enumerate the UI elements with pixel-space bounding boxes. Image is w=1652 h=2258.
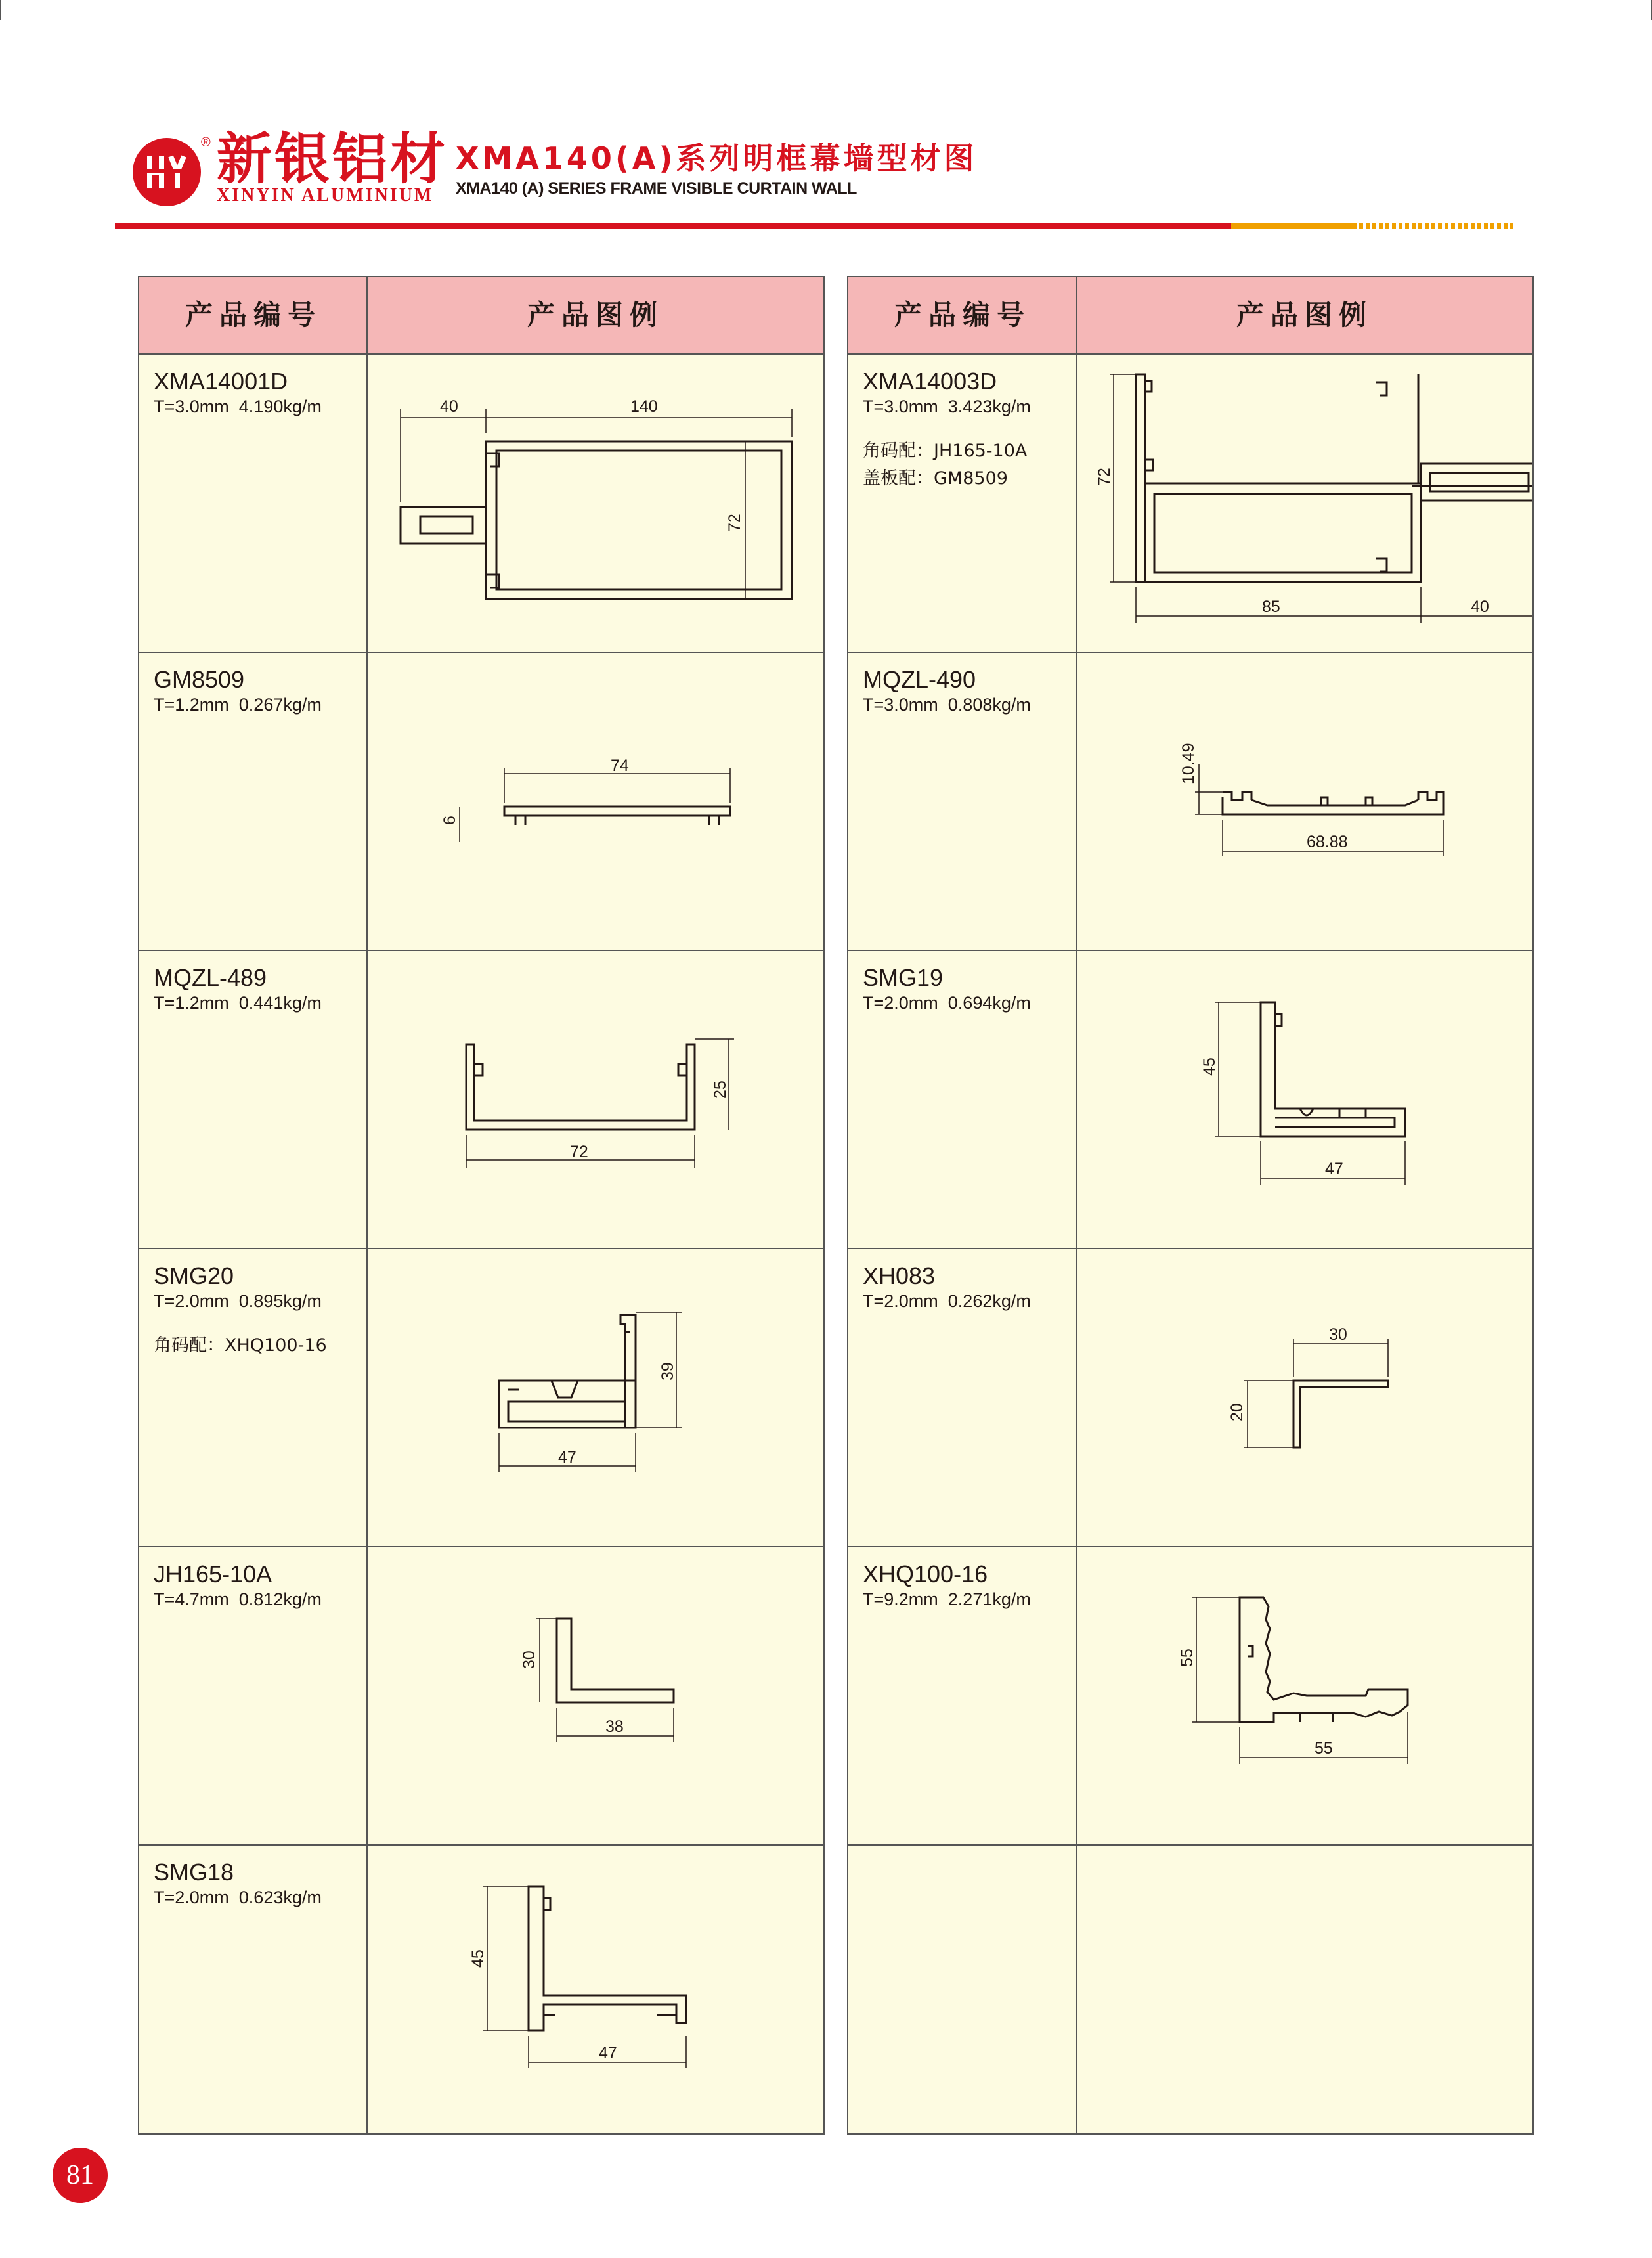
profile-drawing xyxy=(368,951,823,1248)
product-note: 角码配：XHQ100-16 xyxy=(154,1335,327,1356)
crop-mark xyxy=(0,0,1,20)
dimension-label: 25 xyxy=(711,1080,729,1099)
dimension-label: 47 xyxy=(599,2044,617,2062)
product-code: XMA14003D xyxy=(863,368,997,395)
product-row-mqzl-489 xyxy=(139,951,823,1249)
dimension-label: 55 xyxy=(1315,1739,1333,1758)
dimension-label: 45 xyxy=(469,1949,487,1968)
dimension-label: 40 xyxy=(1471,598,1489,616)
dimension-label: 72 xyxy=(726,514,744,532)
product-row-xma14003d xyxy=(848,355,1532,653)
profile-drawing xyxy=(1077,951,1532,1248)
header-rule-orange xyxy=(1231,223,1353,229)
dimension-label: 39 xyxy=(659,1362,677,1381)
dimension-label: 40 xyxy=(440,397,458,416)
dimension-label: 55 xyxy=(1178,1649,1196,1667)
registered-mark: ® xyxy=(201,135,211,150)
product-row-smg20 xyxy=(139,1249,823,1547)
product-spec: T=2.0mm 0.623kg/m xyxy=(154,1888,322,1907)
product-row-smg19 xyxy=(848,951,1532,1249)
page-subtitle: XMA140 (A) SERIES FRAME VISIBLE CURTAIN WALL xyxy=(456,179,857,198)
product-spec: T=9.2mm 2.271kg/m xyxy=(863,1589,1031,1609)
profile-drawing xyxy=(1077,653,1532,950)
column-header-figure: 产品图例 xyxy=(527,299,664,331)
product-code: XHQ100-16 xyxy=(863,1561,988,1587)
product-code: MQZL-489 xyxy=(154,964,267,991)
header-rule-dashed xyxy=(1353,223,1513,229)
dimension-label: 85 xyxy=(1262,598,1280,616)
column-header-code: 产品编号 xyxy=(894,299,1031,331)
product-spec: T=2.0mm 0.262kg/m xyxy=(863,1291,1031,1311)
profile-drawing xyxy=(368,1846,823,2132)
product-row-smg18 xyxy=(139,1846,823,2133)
dimension-label: 20 xyxy=(1228,1403,1246,1421)
dimension-label: 47 xyxy=(1325,1160,1343,1178)
product-row-gm8509 xyxy=(139,653,823,951)
empty-row xyxy=(848,1846,1532,2133)
product-code: SMG18 xyxy=(154,1859,234,1886)
dimension-label: 38 xyxy=(605,1717,624,1736)
product-spec: T=4.7mm 0.812kg/m xyxy=(154,1589,322,1609)
dimension-label: 68.88 xyxy=(1307,833,1348,851)
product-code: JH165-10A xyxy=(154,1561,272,1587)
profile-drawing xyxy=(1077,355,1532,652)
table-header xyxy=(139,277,823,355)
brand-name-cn: 新银铝材 xyxy=(217,127,448,191)
page-header xyxy=(0,0,1652,243)
dimension-label: 30 xyxy=(1329,1325,1347,1344)
product-code: SMG19 xyxy=(863,964,944,991)
product-spec: T=2.0mm 0.694kg/m xyxy=(863,993,1031,1013)
product-note: 角码配：JH165-10A xyxy=(863,441,1028,461)
profile-drawing xyxy=(368,653,823,950)
product-spec: T=1.2mm 0.441kg/m xyxy=(154,993,322,1013)
column-header-code: 产品编号 xyxy=(185,299,322,331)
header-rule-red xyxy=(115,223,1231,229)
dimension-label: 10.49 xyxy=(1179,743,1198,784)
product-spec: T=3.0mm 3.423kg/m xyxy=(863,397,1031,416)
product-row-xhq100-16 xyxy=(848,1547,1532,1846)
profile-drawing xyxy=(1077,1547,1532,1844)
product-code: SMG20 xyxy=(154,1262,234,1289)
product-spec: T=2.0mm 0.895kg/m xyxy=(154,1291,322,1311)
product-code: GM8509 xyxy=(154,666,245,693)
profile-drawing xyxy=(368,355,823,652)
product-row-jh165-10a xyxy=(139,1547,823,1846)
dimension-label: 74 xyxy=(611,757,629,775)
dimension-label: 6 xyxy=(441,816,459,825)
product-table-left xyxy=(138,276,825,2135)
profile-drawing xyxy=(1077,1249,1532,1546)
column-header-figure: 产品图例 xyxy=(1236,299,1373,331)
table-header xyxy=(848,277,1532,355)
product-code: XH083 xyxy=(863,1262,936,1289)
product-code: XMA14001D xyxy=(154,368,288,395)
dimension-label: 72 xyxy=(1095,468,1114,486)
dimension-label: 45 xyxy=(1200,1057,1219,1076)
product-note: 盖板配：GM8509 xyxy=(863,468,1008,489)
product-row-mqzl-490 xyxy=(848,653,1532,951)
brand-name-en: XINYIN ALUMINIUM xyxy=(217,185,434,206)
dimension-label: 47 xyxy=(558,1448,576,1467)
profile-drawing xyxy=(368,1547,823,1844)
profile-drawing xyxy=(368,1249,823,1546)
product-table-right xyxy=(847,276,1534,2135)
page-title: XMA140(A)系列明框幕墙型材图 xyxy=(456,141,978,176)
xinyin-logo-icon xyxy=(131,137,202,208)
product-row-xh083 xyxy=(848,1249,1532,1547)
product-spec: T=3.0mm 4.190kg/m xyxy=(154,397,322,416)
product-row-xma14001d xyxy=(139,355,823,653)
dimension-label: 30 xyxy=(520,1650,538,1669)
dimension-label: 140 xyxy=(630,397,658,416)
product-code: MQZL-490 xyxy=(863,666,976,693)
dimension-label: 72 xyxy=(570,1143,588,1161)
page-number-badge: 81 xyxy=(53,2148,108,2203)
product-spec: T=1.2mm 0.267kg/m xyxy=(154,695,322,715)
product-spec: T=3.0mm 0.808kg/m xyxy=(863,695,1031,715)
